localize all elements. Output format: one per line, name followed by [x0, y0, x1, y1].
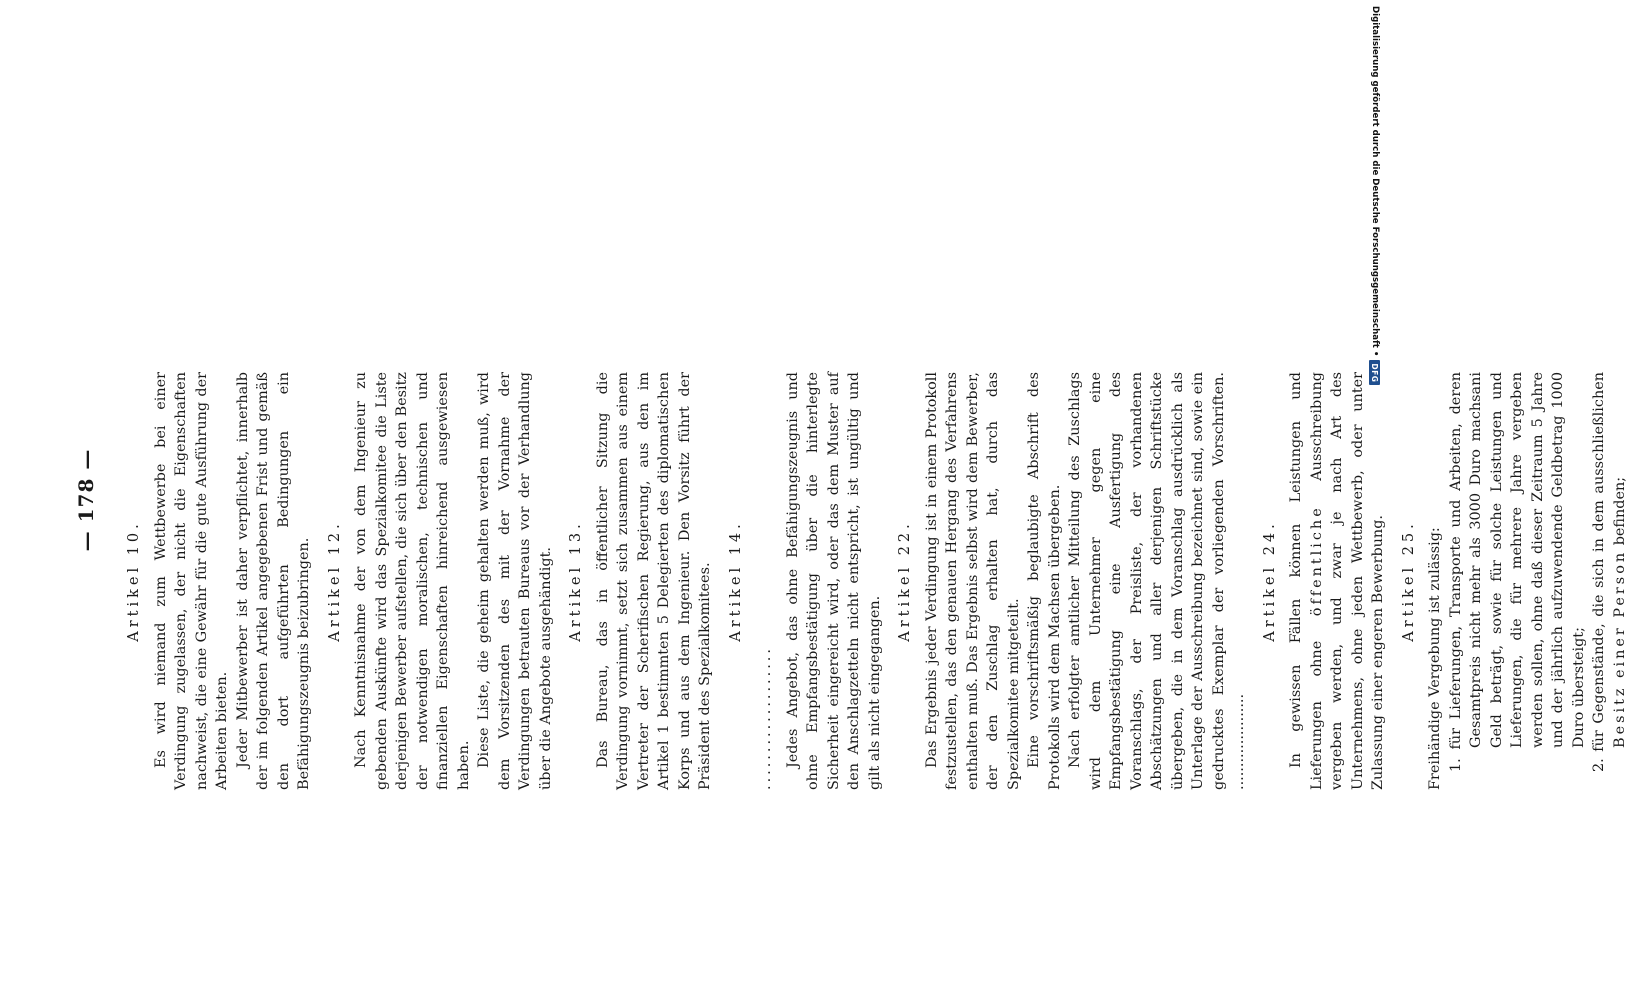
article-14-heading: Artikel 14.	[727, 520, 744, 642]
article-24-text-part-1: In gewissen Fällen können Leistungen und Lieferungen ohne	[1288, 372, 1325, 790]
article-25-heading: Artikel 25.	[1400, 520, 1417, 642]
article-12-paragraph-2: Diese Liste, die geheim gehalten werden muß, wird dem Vorsitzenden des mit der Vornahme der Verdingungen betrauten Bureaus vor der Verhandlung über die Angebote ausgehändigt.	[476, 372, 554, 790]
credit-text: Digitalisierung gefördert durch die Deutsche Forschungsgemeinschaft •	[1370, 6, 1380, 357]
article-14-ellipsis: ...................	[758, 646, 774, 790]
article-22-paragraph-2: Eine vorschriftsmäßig beglaubigte Abschrift des Protokolls wird dem Machsen übergeben.	[1026, 372, 1063, 790]
article-24-text-part-2: Ausschreibung vergeben werden, und zwar je nach Art des Unternehmens, ohne jeden Wettbewerb, oder unter Zulassung einer engeren Bewerbung.	[1308, 372, 1386, 790]
article-25-item-2-emphasis: Besitz einer Person	[1611, 549, 1628, 748]
article-24-emphasis: öffentliche	[1308, 505, 1325, 617]
article-14-paragraph-1: Jedes Angebot, das ohne Befähigungszeugnis und ohne Empfangsbestätigung über die hinterlegte Sicherheit eingereicht wird, oder das dem Muster auf den Anschlagzetteln nicht entspricht, ist ungültig und gilt als nicht eingegangen.	[784, 372, 883, 790]
article-10-heading: Artikel 10.	[126, 520, 142, 642]
article-12-paragraph-1: Nach Kenntnisnahme der von dem Ingenieur zu gebenden Auskünfte wird das Spezialkomitee die Liste derjenigen Bewerber aufstellen, die sich über den Besitz der notwendigen moralischen, technischen und finanziellen Eigenschaften hinreichend ausgewiesen haben.	[353, 372, 472, 790]
article-22-paragraph-1: Das Ergebnis jeder Verdingung ist in einem Protokoll festzustellen, das den genauen Hergang des Verfahrens enthalten muß. Das Ergebnis selbst wird dem Bewerber, der den Zuschlag erhalten hat, durch das Spezialkomitee mitgeteilt.	[923, 372, 1022, 790]
article-25-list	[1446, 372, 1630, 790]
article-22-heading: Artikel 22.	[897, 520, 913, 642]
page-body	[118, 372, 1630, 790]
article-22-paragraph-3: Nach erfolgter amtlicher Mitteilung des Zuschlags wird dem Unternehmer gegen eine Empfangsbestätigung eine Ausfertigung des Voranschlags, der Preisliste, der vorhandenen Abschätzungen und aller derjenigen Schriftstücke übergeben, die in dem Voranschlag ausdrücklich als Unterlage der Ausschreibung bezeichnet sind, sowie ein gedrucktes Exemplar der vorliegenden Vorschriften. .....................	[1067, 372, 1247, 790]
article-24-heading: Artikel 24.	[1261, 520, 1278, 642]
article-25-item-2-text-1: 2. für Gegenstände, die sich in dem ausschließlichen	[1591, 372, 1607, 772]
dfg-logo: DFG	[1370, 360, 1381, 385]
article-24-paragraph-1	[1286, 372, 1389, 790]
article-10-paragraph-2: Jeder Mitbewerber ist daher verpflichtet, innerhalb der im folgenden Artikel angegebenen Frist und gemäß den dort aufgeführten Bedingungen ein Befähigungszeugnis beizubringen.	[234, 372, 312, 790]
article-25-item-1: 1. für Lieferungen, Transporte und Arbeiten, deren Gesamtpreis nicht mehr als 3000 Duro machsani Geld beträgt, sowie für solche Leistungen und Lieferungen, die für mehrere Jahre vergeben werden sollen, ohne daß dieser Zeitraum 5 Jahre und der jährlich aufzuwendende Geldbetrag 1000 Duro übersteigt;	[1447, 372, 1587, 772]
article-25-item-2-text-2: befinden;	[1611, 476, 1628, 550]
article-13-paragraph-1: Das Bureau, das in öffentlicher Sitzung die Verdingung vornimmt, setzt sich zusammen aus einem Vertreter der Scherifischen Regierung, aus den im Artikel 1 bestimmten 5 Delegierten des diplomatischen Korps und aus dem Ingenieur. Den Vorsitz führt der Präsident des Spezialkomitees.	[594, 372, 713, 790]
article-25-intro: Freihändige Vergebung ist zulässig:	[1427, 527, 1443, 790]
digitization-credit	[1367, 6, 1383, 396]
page-number: — 178 —	[74, 448, 98, 552]
article-12-heading: Artikel 12.	[326, 520, 343, 642]
article-13-heading: Artikel 13.	[568, 520, 584, 642]
article-25-item-2	[1589, 372, 1630, 790]
article-10-paragraph-1: Es wird niemand zum Wettbewerbe bei einer Verdingung zugelassen, der nicht die Eigenschaften nachweist, die eine Gewähr für die gute Ausführung der Arbeiten bieten.	[152, 372, 230, 790]
